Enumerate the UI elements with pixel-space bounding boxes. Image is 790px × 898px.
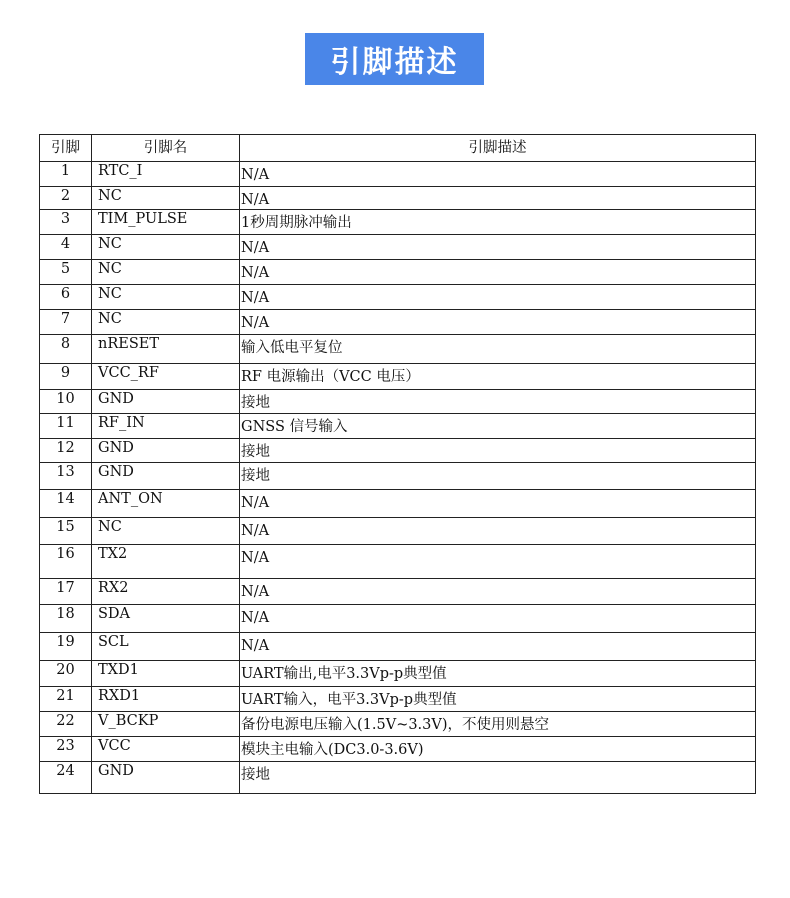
header-pin: 引脚 [40, 135, 92, 162]
header-pin-description: 引脚描述 [240, 135, 756, 162]
pin-description: 接地 [240, 390, 756, 414]
table-row [40, 490, 756, 518]
pin-description: N/A [240, 285, 756, 310]
pin-description: N/A [240, 187, 756, 210]
pin-name: NC [92, 260, 240, 285]
pin-name: TXD1 [92, 661, 240, 687]
table-row [40, 605, 756, 633]
pin-description: 接地 [240, 762, 756, 794]
pin-number: 8 [40, 335, 92, 364]
pin-description: N/A [240, 235, 756, 260]
pin-number: 10 [40, 390, 92, 414]
table-row [40, 414, 756, 439]
pin-name: RXD1 [92, 687, 240, 712]
table-row [40, 335, 756, 364]
pin-description: N/A [240, 260, 756, 285]
pin-name: V_BCKP [92, 712, 240, 737]
pin-name: VCC [92, 737, 240, 762]
pin-name: RTC_I [92, 162, 240, 187]
table-row [40, 285, 756, 310]
pin-number: 24 [40, 762, 92, 794]
pin-number: 14 [40, 490, 92, 518]
pin-description: N/A [240, 162, 756, 187]
pin-description-table [39, 134, 756, 794]
pin-name: GND [92, 439, 240, 463]
table-header-row [40, 135, 756, 162]
pin-name: TX2 [92, 545, 240, 579]
table-row [40, 210, 756, 235]
pin-number: 3 [40, 210, 92, 235]
pin-name: NC [92, 310, 240, 335]
table-row [40, 162, 756, 187]
pin-description: N/A [240, 518, 756, 545]
pin-description: N/A [240, 545, 756, 579]
pin-description: N/A [240, 605, 756, 633]
pin-description: 接地 [240, 463, 756, 490]
pin-name: NC [92, 518, 240, 545]
pin-description: 1秒周期脉冲输出 [240, 210, 756, 235]
table-row [40, 661, 756, 687]
pin-name: RF_IN [92, 414, 240, 439]
pin-number: 16 [40, 545, 92, 579]
pin-number: 19 [40, 633, 92, 661]
pin-name: RX2 [92, 579, 240, 605]
table-row [40, 390, 756, 414]
table-row [40, 518, 756, 545]
pin-number: 18 [40, 605, 92, 633]
table-row [40, 364, 756, 390]
pin-number: 2 [40, 187, 92, 210]
table-row [40, 463, 756, 490]
table-row [40, 187, 756, 210]
table-row [40, 260, 756, 285]
pin-number: 9 [40, 364, 92, 390]
pin-description: UART输入，电平3.3Vp-p典型值 [240, 687, 756, 712]
pin-description: 接地 [240, 439, 756, 463]
pin-description: N/A [240, 490, 756, 518]
pin-name: GND [92, 762, 240, 794]
table-row [40, 633, 756, 661]
table-row [40, 235, 756, 260]
pin-description: N/A [240, 310, 756, 335]
pin-name: SDA [92, 605, 240, 633]
pin-name: NC [92, 187, 240, 210]
pin-description: N/A [240, 579, 756, 605]
pin-description: GNSS 信号输入 [240, 414, 756, 439]
pin-description: 备份电源电压输入(1.5V~3.3V)，不使用则悬空 [240, 712, 756, 737]
pin-name: TIM_PULSE [92, 210, 240, 235]
pin-name: NC [92, 285, 240, 310]
header-pin-name: 引脚名 [92, 135, 240, 162]
pin-name: nRESET [92, 335, 240, 364]
pin-description: RF 电源输出（VCC 电压） [240, 364, 756, 390]
pin-name: ANT_ON [92, 490, 240, 518]
table-row [40, 310, 756, 335]
pin-description: 模块主电输入(DC3.0-3.6V) [240, 737, 756, 762]
pin-name: GND [92, 390, 240, 414]
table-row [40, 687, 756, 712]
pin-description: N/A [240, 633, 756, 661]
table-row [40, 545, 756, 579]
pin-number: 13 [40, 463, 92, 490]
table-row [40, 439, 756, 463]
pin-name: VCC_RF [92, 364, 240, 390]
pin-number: 15 [40, 518, 92, 545]
pin-number: 21 [40, 687, 92, 712]
pin-number: 17 [40, 579, 92, 605]
table-row [40, 712, 756, 737]
table-row [40, 737, 756, 762]
pin-description: UART输出,电平3.3Vp-p典型值 [240, 661, 756, 687]
pin-number: 1 [40, 162, 92, 187]
table-row [40, 762, 756, 794]
page-title: 引脚描述 [305, 33, 484, 85]
pin-name: GND [92, 463, 240, 490]
pin-number: 7 [40, 310, 92, 335]
pin-number: 12 [40, 439, 92, 463]
pin-description: 输入低电平复位 [240, 335, 756, 364]
pin-number: 23 [40, 737, 92, 762]
pin-number: 5 [40, 260, 92, 285]
pin-number: 22 [40, 712, 92, 737]
pin-number: 20 [40, 661, 92, 687]
pin-number: 11 [40, 414, 92, 439]
table-row [40, 579, 756, 605]
pin-name: SCL [92, 633, 240, 661]
pin-number: 6 [40, 285, 92, 310]
pin-name: NC [92, 235, 240, 260]
pin-number: 4 [40, 235, 92, 260]
